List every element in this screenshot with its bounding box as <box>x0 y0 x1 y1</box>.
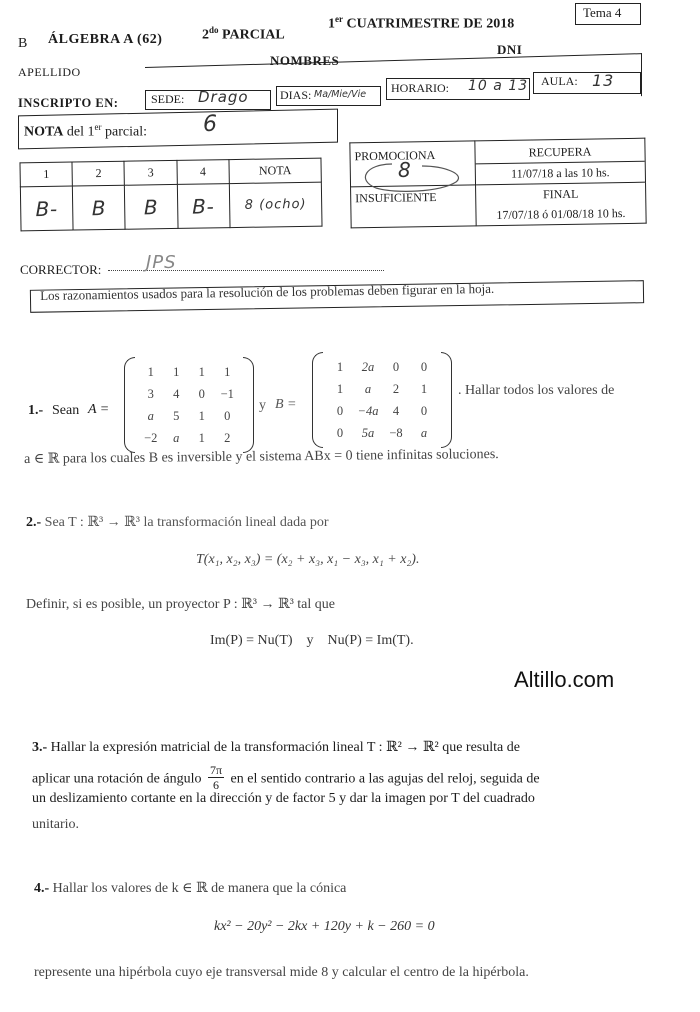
p3-b2: en el sentido contrario a las agujas del reloj, seguida de <box>230 771 540 787</box>
recupera-label: RECUPERA <box>528 144 592 160</box>
p1-and: y <box>259 398 266 413</box>
p3-number: 3.- <box>32 740 48 755</box>
matrix-cell: 1 <box>198 430 205 445</box>
p2-line1 <box>26 514 329 531</box>
corrector-label: CORRECTOR: <box>20 262 102 277</box>
matrix-cell: 2 <box>224 430 231 445</box>
insuficiente-label: INSUFICIENTE <box>355 189 437 206</box>
matrix-B-bracket-left <box>312 352 323 448</box>
term-word: CUATRIMESTRE DE 2018 <box>346 16 515 32</box>
final-label: FINAL <box>542 186 579 202</box>
matrix-cell: 3 <box>147 386 154 401</box>
grade-header: 2 <box>72 161 125 186</box>
matrix-A-bracket-right <box>243 357 254 453</box>
p1-line2: a ∈ ℝ para los cuales B es inversible y el sistema ABx = 0 tiene infinitas soluciones. <box>24 447 499 467</box>
p2-formula: T(x₁, x₂, x₃) = (x₂ + x₃, x₁ − x₃, x₁ + x₂). <box>196 552 420 567</box>
matrix-cell: 0 <box>336 425 344 440</box>
matrix-B <box>312 352 452 448</box>
grade-header: 4 <box>177 160 230 185</box>
p3-line-a <box>32 739 520 756</box>
term-sup: er <box>335 14 343 24</box>
p1-A-label: A = <box>88 402 110 417</box>
p2-number: 2.- <box>26 515 42 530</box>
exam-number: 2 <box>202 27 209 43</box>
term-number: 1 <box>328 16 335 32</box>
promociona-label: PROMOCIONA <box>354 147 436 164</box>
matrix-cell: 1 <box>336 381 344 396</box>
tema-label: Tema 4 <box>583 5 622 20</box>
course-title: ÁLGEBRA A (62) <box>48 32 163 47</box>
nota1-end: parcial: <box>105 124 148 140</box>
exam-word: PARCIAL <box>222 27 285 43</box>
p2-formula2: Im(P) = Nu(T) y Nu(P) = Im(T). <box>210 633 414 648</box>
grade-value: B- <box>177 184 230 229</box>
nombres-label: NOMBRES <box>270 53 340 68</box>
grades-table <box>19 158 322 232</box>
matrix-cell: 5 <box>173 408 180 423</box>
p1-tail: . Hallar todos los valores de <box>458 383 615 398</box>
p3-frac-num: 7π <box>209 763 223 777</box>
matrix-cell: 0 <box>420 403 428 418</box>
dni-label: DNI <box>497 42 523 57</box>
nota1-bold: NOTA <box>24 124 64 140</box>
p3-fraction <box>208 763 224 792</box>
matrix-cell: −8 <box>389 425 403 440</box>
p4-line2: represente una hipérbola cuyo eje transversal mide 8 y calcular el centro de la hipérbola. <box>34 965 529 980</box>
corrector-signature: JPS <box>146 252 177 273</box>
promociona-mark: 8 <box>398 158 412 182</box>
matrix-A <box>124 357 254 453</box>
nota1-value: 6 <box>203 112 218 137</box>
p3-frac-den: 6 <box>213 778 220 792</box>
p3-a: Hallar la expresión matricial de la transformación lineal T : ℝ² → ℝ² que resulta de <box>50 740 520 755</box>
matrix-cell: 4 <box>392 403 400 418</box>
p4-line1-text: Hallar los valores de k ∈ ℝ de manera que la cónica <box>52 881 347 896</box>
p1-B-label: B = <box>275 397 297 412</box>
matrix-cell: 5a <box>361 425 375 440</box>
promociona-mark-icon <box>352 158 472 198</box>
p4-number: 4.- <box>34 881 50 896</box>
matrix-cell: 2a <box>361 359 375 374</box>
term-title <box>328 14 514 33</box>
final-cell <box>476 182 647 226</box>
matrix-cell: a <box>147 408 154 423</box>
sede-label: SEDE: <box>151 92 185 106</box>
dias-label: DIAS: <box>280 88 312 102</box>
grade-header: 3 <box>124 160 177 185</box>
matrix-cell: 0 <box>336 403 344 418</box>
watermark-logo[interactable]: Altillo.com <box>514 667 615 692</box>
matrix-cell: a <box>173 430 180 445</box>
matrix-B-grid <box>326 356 438 444</box>
matrix-A-bracket-left <box>124 357 135 453</box>
matrix-cell: 0 <box>198 386 205 401</box>
p3-line-b <box>32 765 540 794</box>
recupera-date: 11/07/18 a las 10 hs. <box>476 161 645 185</box>
matrix-cell: a <box>364 381 372 396</box>
dias-value: Ma/Mie/Vie <box>314 89 367 100</box>
aula-value: 13 <box>592 71 615 90</box>
p3-b1: aplicar una rotación de ángulo <box>32 771 202 787</box>
matrix-cell: −1 <box>220 386 234 401</box>
notice-text: Los razonamientos usados para la resolución de los problemas deben figurar en la hoja. <box>40 280 495 303</box>
header-letter: B <box>18 36 28 51</box>
grade-value: B- <box>20 186 73 231</box>
matrix-cell: a <box>420 425 428 440</box>
matrix-A-grid <box>138 361 240 449</box>
apellido-label: APELLIDO <box>18 65 81 79</box>
nota1-label <box>24 122 147 141</box>
p2-line1-text: Sea T : ℝ³ → ℝ³ la transformación lineal dada por <box>44 515 329 530</box>
inscripto-label: INSCRIPTO EN: <box>18 96 119 110</box>
matrix-cell: 1 <box>198 408 205 423</box>
exam-sup: do <box>209 25 219 35</box>
nota1-rest: del 1 <box>66 124 95 140</box>
matrix-cell: 0 <box>420 359 428 374</box>
matrix-B-bracket-right <box>441 352 452 448</box>
sede-value: Drago <box>198 88 249 106</box>
matrix-cell: 4 <box>173 386 180 401</box>
horario-value: 10 a 13 <box>468 78 529 94</box>
grade-value: B <box>73 185 126 230</box>
matrix-cell: 2 <box>392 381 400 396</box>
grade-header: 1 <box>20 162 73 187</box>
p4-formula: kx² − 20y² − 2kx + 120y + k − 260 = 0 <box>214 919 435 934</box>
matrix-cell: −2 <box>144 430 158 445</box>
matrix-cell: 1 <box>336 359 344 374</box>
grade-final: 8 (ocho) <box>229 182 322 227</box>
p4-line1 <box>34 880 346 897</box>
horario-label: HORARIO: <box>391 81 450 95</box>
p1-intro: Sean <box>52 403 80 418</box>
recupera-cell <box>475 138 646 185</box>
matrix-cell: 0 <box>224 408 231 423</box>
matrix-cell: 1 <box>420 381 428 396</box>
p3-line-c: un deslizamiento cortante en la dirección y de factor 5 y dar la imagen por T del cuadrado <box>32 791 535 806</box>
grade-value: B <box>125 184 178 229</box>
matrix-cell: 1 <box>224 364 231 379</box>
matrix-cell: −4a <box>357 403 379 418</box>
p2-line2: Definir, si es posible, un proyector P : ℝ³ → ℝ³ tal que <box>26 597 335 612</box>
matrix-cell: 1 <box>147 364 154 379</box>
matrix-cell: 1 <box>198 364 205 379</box>
aula-label: AULA: <box>541 74 578 88</box>
p3-line-d: unitario. <box>32 817 80 832</box>
nota1-sup: er <box>94 122 102 132</box>
grade-header: NOTA <box>229 158 321 183</box>
final-date: 17/07/18 ó 01/08/18 10 hs. <box>496 206 626 223</box>
matrix-cell: 1 <box>173 364 180 379</box>
exam-title <box>202 25 285 44</box>
matrix-cell: 0 <box>392 359 400 374</box>
p1-number: 1.- <box>28 403 44 418</box>
